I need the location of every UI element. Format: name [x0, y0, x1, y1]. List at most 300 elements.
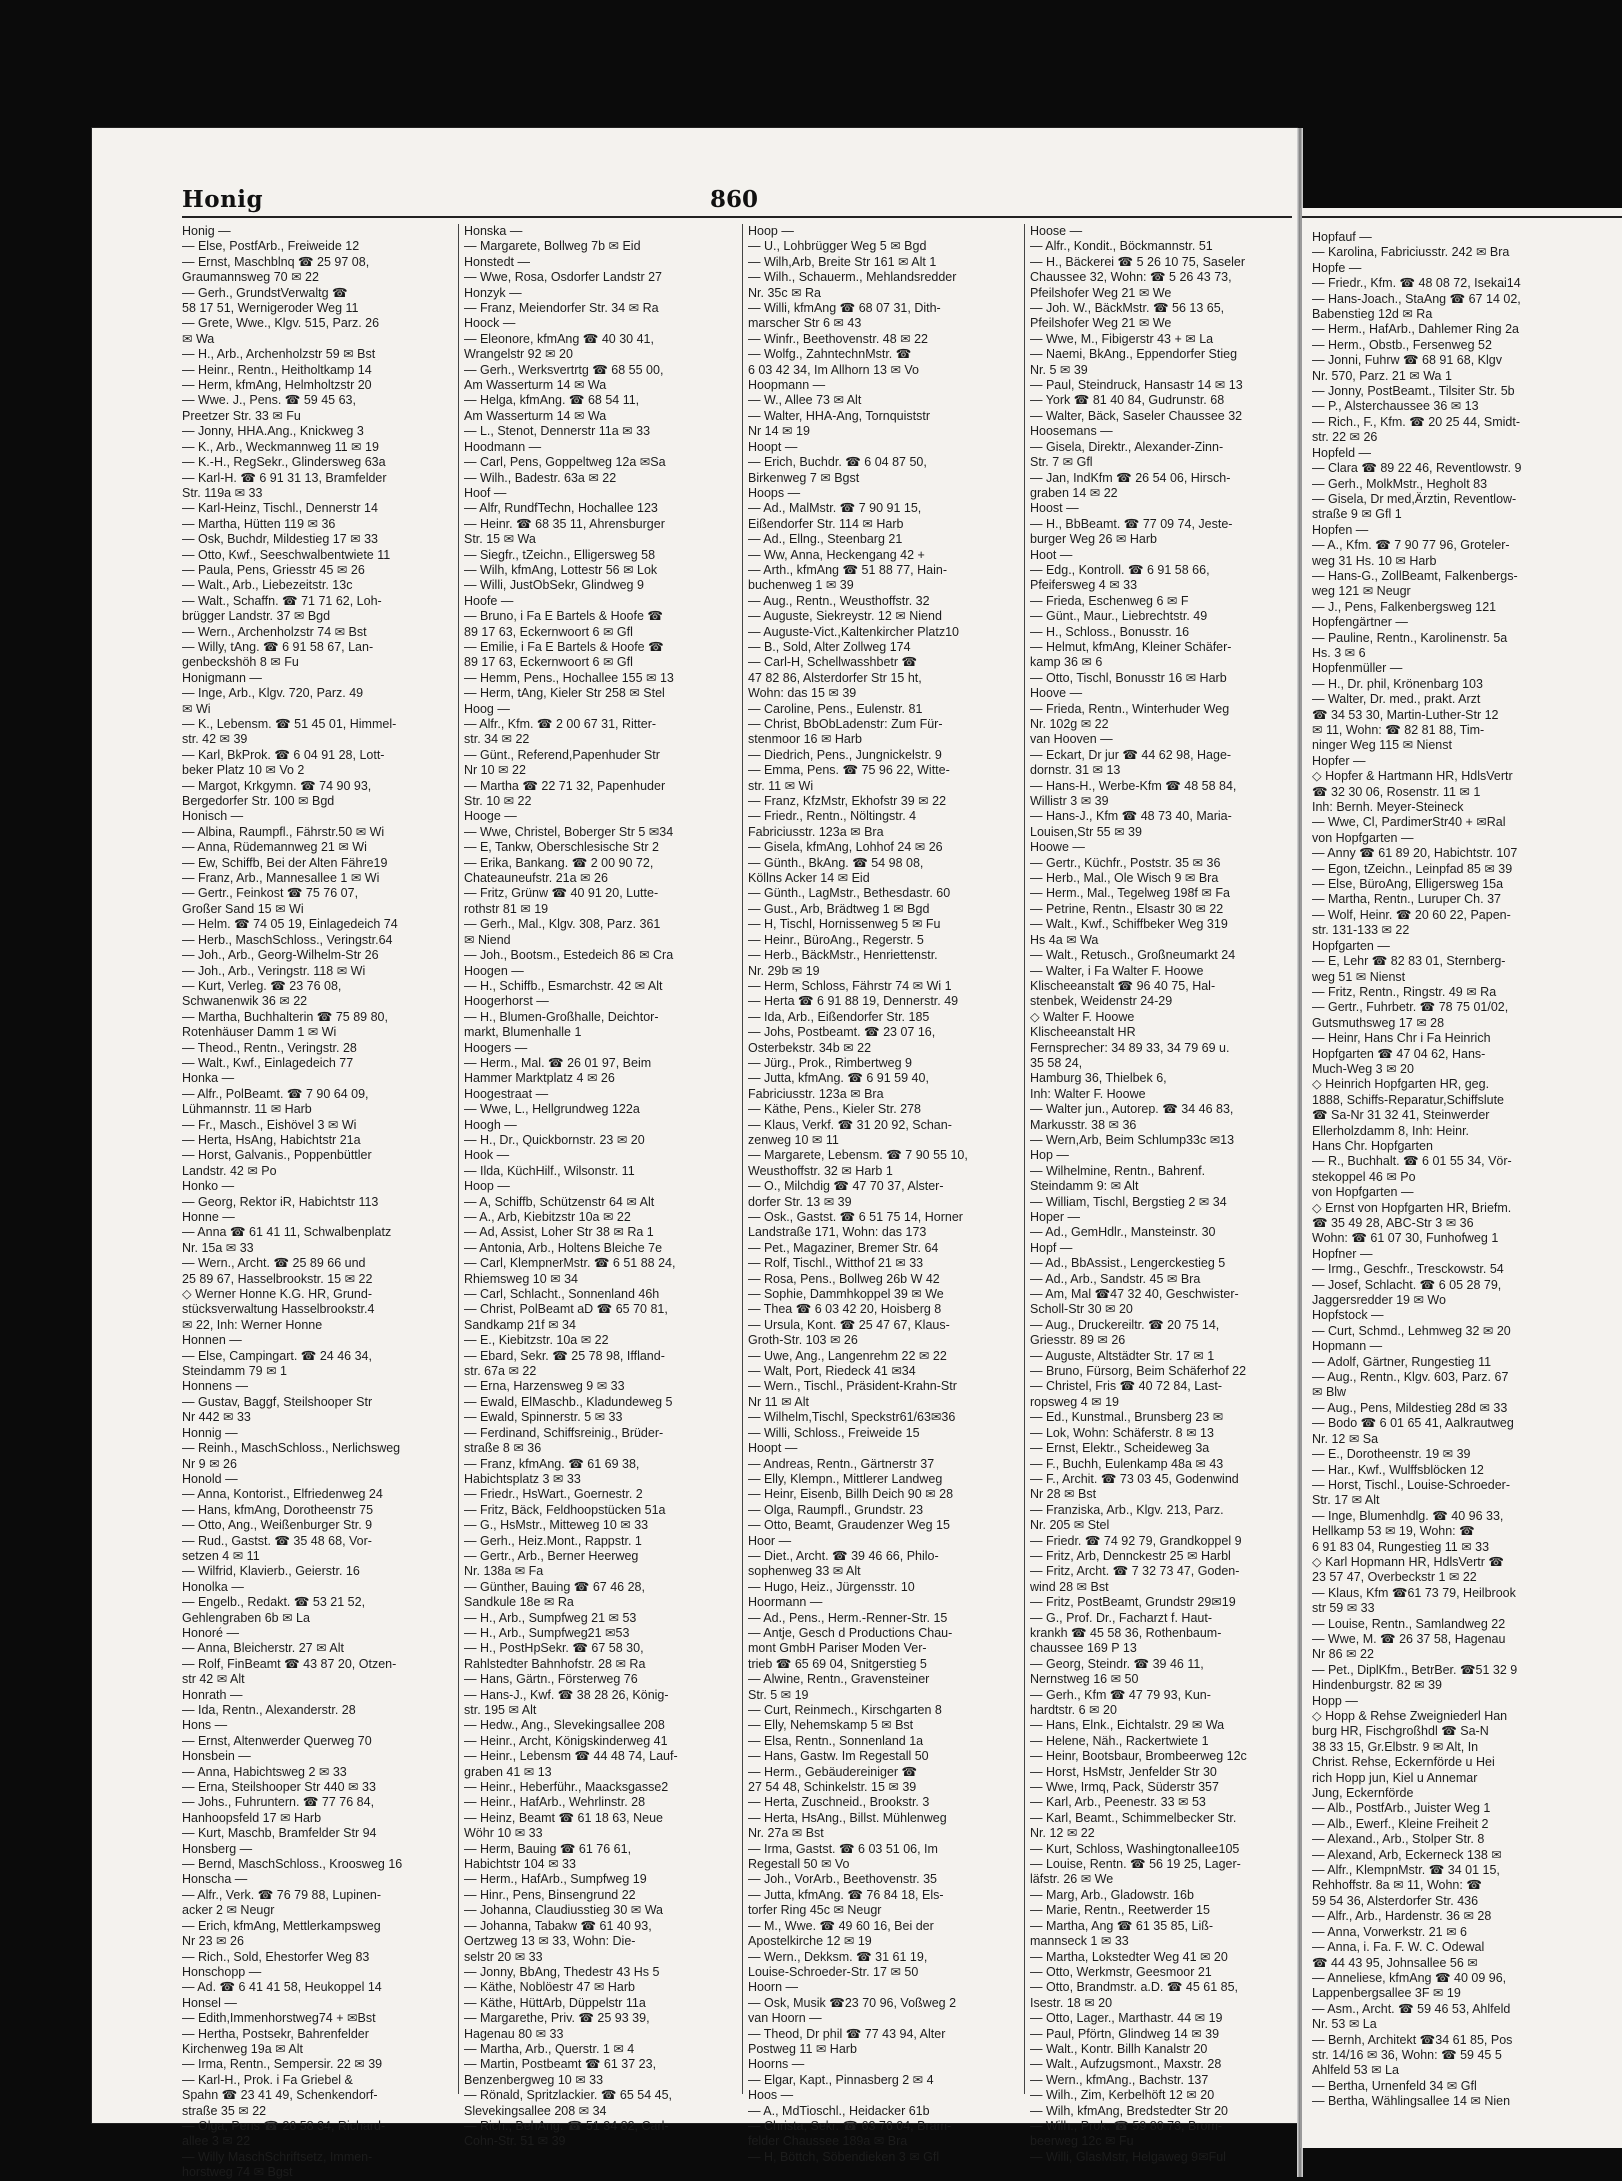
directory-entry: Nr. 53 ✉ La — [1312, 2017, 1377, 2032]
directory-entry: ✉ Wa — [182, 331, 215, 346]
directory-entry: Hoogers — — [464, 1040, 528, 1055]
directory-entry: — Kurt, Schloss, Washingtonallee105 — [1030, 1841, 1240, 1856]
directory-entry: — Rich., Sold, Ehestorfer Weg 83 — [182, 1949, 370, 1964]
directory-entry: Hellkamp 53 ✉ 19, Wohn: ☎ — [1312, 1524, 1475, 1539]
directory-entry: — Andreas, Rentn., Gärtnerstr 37 — [748, 1456, 935, 1471]
directory-entry: Hamburg 36, Thielbek 6, — [1030, 1071, 1167, 1086]
directory-entry: Honne — — [182, 1210, 235, 1224]
directory-entry: läfstr. 26 ✉ We — [1030, 1872, 1114, 1887]
directory-entry: — Carl, KlempnerMstr. ☎ 6 51 88 24, — [464, 1256, 676, 1271]
directory-entry: — Uwe, Ang., Langenrehm 22 ✉ 22 — [748, 1348, 947, 1363]
directory-entry: — R., Buchhalt. ☎ 6 01 55 34, Vör- — [1312, 1154, 1512, 1169]
directory-entry: — Gustav, Baggf, Steilshooper Str — [182, 1394, 373, 1409]
directory-entry: — Johs., Fuhruntern. ☎ 77 76 84, — [182, 1795, 375, 1810]
directory-entry: Str. 5 ✉ 19 — [748, 1687, 809, 1702]
directory-entry: — Erich, kfmAng, Mettlerkampsweg — [182, 1918, 381, 1933]
directory-entry: — E, Lehr ☎ 82 83 01, Sternberg- — [1312, 954, 1506, 969]
directory-entry: — H., BbBeamt. ☎ 77 09 74, Jeste- — [1030, 516, 1233, 531]
directory-entry: 23 57 47, Overbeckstr 1 ✉ 22 — [1312, 1570, 1477, 1585]
directory-entry: selstr 20 ✉ 33 — [464, 1949, 543, 1964]
directory-entry: — F., Buchh, Eulenkamp 48a ✉ 43 — [1030, 1456, 1224, 1471]
directory-entry: — Herb., MaschSchloss., Veringstr.64 — [182, 932, 393, 947]
directory-entry: — Friedr. ☎ 74 92 79, Grandkoppel 9 — [1030, 1533, 1242, 1548]
directory-entry: — A, Schiffb, Schützenstr 64 ✉ Alt — [464, 1194, 655, 1209]
directory-entry: — Herm., Gebäudereiniger ☎ — [748, 1764, 918, 1779]
directory-entry: — Gertr., Arb., Berner Heerweg — [464, 1548, 639, 1563]
directory-entry: — Günt., Referend,Papenhuder Str — [464, 747, 660, 762]
directory-entry: — Curt, Schmd., Lehmweg 32 ✉ 20 — [1312, 1323, 1511, 1338]
directory-entry: — Ad., Pens., Herm.-Renner-Str. 15 — [748, 1610, 948, 1625]
directory-entry: Slevekingsallee 208 ✉ 34 — [464, 2103, 607, 2118]
directory-entry: — Klaus, Verkf. ☎ 31 20 92, Schan- — [748, 1117, 952, 1132]
directory-entry: Oertzweg 13 ✉ 33, Wohn: Die- — [464, 1934, 636, 1949]
directory-entry: — Heinr., Archt, Königskinderweg 41 — [464, 1733, 668, 1748]
directory-entry: Köllns Acker 14 ✉ Eid — [748, 871, 870, 886]
directory-entry: — Ad, Assist, Loher Str 38 ✉ Ra 1 — [464, 1225, 654, 1240]
directory-entry: — Herta, Zuschneid., Brookstr. 3 — [748, 1795, 930, 1810]
directory-entry: — Ilda, KüchHilf., Wilsonstr. 11 — [464, 1163, 635, 1178]
directory-entry: Habichtsplatz 3 ✉ 33 — [464, 1471, 581, 1486]
directory-entry: — Theod, Dr phil ☎ 77 43 94, Alter — [748, 2026, 946, 2041]
directory-entry: — Hinr., Pens, Binsengrund 22 — [464, 1887, 636, 1902]
directory-entry: — Rönald, Spritzlackier. ☎ 65 54 45, — [464, 2088, 673, 2103]
directory-entry: — Am, Mal ☎47 32 40, Geschwister- — [1030, 1287, 1239, 1302]
header-word: Honig — [182, 186, 264, 213]
directory-entry: — H., Arb., Archenholzstr 59 ✉ Bst — [182, 347, 376, 362]
directory-entry: — Josef, Schlacht. ☎ 6 05 28 79, — [1312, 1277, 1502, 1292]
directory-entry: Honold — — [182, 1471, 238, 1486]
directory-entry: — Heinr, Eisenb, Billh Deich 90 ✉ 28 — [748, 1487, 954, 1502]
directory-entry: — Paula, Pens, Griesstr 45 ✉ 26 — [182, 562, 365, 577]
directory-entry: torfer Ring 45c ✉ Neugr — [748, 1903, 882, 1918]
directory-entry: — A., Arb, Kiebitzstr 10a ✉ 22 — [464, 1210, 631, 1224]
directory-entry: Am Wasserturm 14 ✉ Wa — [464, 378, 607, 393]
directory-page — [92, 128, 1297, 2180]
directory-entry: — Theod., Rentn., Veringstr. 28 — [182, 1040, 357, 1055]
directory-entry: — Franz, KfzMstr, Ekhofstr 39 ✉ 22 — [748, 794, 947, 809]
directory-entry: Hoodmann — — [464, 439, 542, 454]
directory-entry: Habichtstr 104 ✉ 33 — [464, 1857, 576, 1872]
directory-entry: Honnig — — [182, 1425, 238, 1440]
directory-entry: — Gerh., Kfm ☎ 47 79 93, Kun- — [1030, 1687, 1211, 1702]
directory-entry: — Adolf, Gärtner, Rungestieg 11 — [1312, 1354, 1492, 1369]
directory-entry: — H., Dr., Quickbornstr. 23 ✉ 20 — [464, 1132, 645, 1147]
directory-entry: — Anna, Bleicherstr. 27 ✉ Alt — [182, 1641, 344, 1656]
directory-entry: — Jan, IndKfm ☎ 26 54 06, Hirsch- — [1030, 470, 1231, 485]
directory-entry: Str. 7 ✉ Gfl — [1030, 455, 1093, 470]
directory-entry: — Marie, Rentn., Reetwerder 15 — [1030, 1903, 1210, 1918]
directory-entry: — Curt, Reinmech., Kirschgarten 8 — [748, 1703, 942, 1717]
directory-entry: — Emilie, i Fa E Bartels & Hoofe ☎ — [464, 639, 664, 654]
directory-entry: — Johanna, Claudiusstieg 30 ✉ Wa — [464, 1903, 664, 1918]
directory-entry: — Alb., PostfArb., Juister Weg 1 — [1312, 1801, 1491, 1816]
directory-entry: — Otto, Tischl, Bonusstr 16 ✉ Harb — [1030, 670, 1227, 685]
directory-entry: Schwanenwik 36 ✉ 22 — [182, 994, 308, 1009]
directory-entry: — Wern,Arb, Beim Schlump33c ✉13 — [1030, 1132, 1235, 1147]
directory-entry: — Otto, Lager., Marthastr. 44 ✉ 19 — [1030, 2011, 1223, 2026]
directory-entry: Wohn: ☎ 61 07 30, Funhofweg 1 — [1312, 1231, 1499, 1246]
directory-entry: — Joh., Arb., Georg-Wilhelm-Str 26 — [182, 948, 379, 963]
directory-entry: — Christ, PolBeamt aD ☎ 65 70 81, — [464, 1302, 668, 1317]
directory-entry: Honolka — — [182, 1579, 244, 1594]
directory-entry: Birkenweg 7 ✉ Bgst — [748, 470, 860, 485]
adjacent-header-rule — [1302, 216, 1622, 218]
directory-entry: — Irma, Rentn., Sempersir. 22 ✉ 39 — [182, 2057, 383, 2072]
directory-entry: Honzyk — — [464, 285, 522, 300]
directory-entry: Jung, Eckernförde — [1312, 1786, 1414, 1801]
directory-entry: — Rolf, Tischl., Witthof 21 ✉ 33 — [748, 1256, 924, 1271]
directory-entry: stücksverwaltung Hasselbrookstr.4 — [182, 1302, 375, 1317]
directory-entry: 1888, Schiffs-Reparatur,Schiffslute — [1312, 1092, 1505, 1107]
directory-entry: markt, Blumenhalle 1 — [464, 1025, 582, 1040]
directory-entry: — Helene, Näh., Rackertwiete 1 — [1030, 1733, 1209, 1748]
directory-entry: Lühmannstr. 11 ✉ Harb — [182, 1102, 312, 1117]
directory-entry: — Walter, Bäck, Saseler Chaussee 32 — [1030, 408, 1243, 423]
directory-entry: 35 58 24, — [1030, 1055, 1083, 1070]
directory-entry: Hopfengärtner — — [1312, 615, 1408, 630]
directory-entry: str. 22 ✉ 26 — [1312, 430, 1378, 445]
directory-entry: Nr. 35c ✉ Ra — [748, 285, 821, 300]
directory-entry: — Heinr, Hans Chr i Fa Heinrich — [1312, 1031, 1491, 1046]
directory-entry: — Winfr., Beethovenstr. 48 ✉ 22 — [748, 331, 929, 346]
directory-entry: — Ad., MalMstr. ☎ 7 90 91 15, — [748, 501, 922, 516]
directory-entry: Wohn: das 15 ✉ 39 — [748, 686, 857, 701]
directory-entry: Hopfgarten — — [1312, 938, 1390, 953]
directory-entry: Nr 28 ✉ Bst — [1030, 1487, 1097, 1502]
directory-entry: Str. 119a ✉ 33 — [182, 485, 263, 500]
directory-entry: — Helmut, kfmAng, Kleiner Schäfer- — [1030, 639, 1232, 654]
directory-entry: — Helga, kfmAng. ☎ 68 54 11, — [464, 393, 640, 408]
directory-entry: — Ebard, Sekr. ☎ 25 78 98, Iffland- — [464, 1348, 665, 1363]
directory-entry: Hoopmann — — [748, 378, 826, 393]
directory-entry: — Georg, Rektor iR, Habichtstr 113 — [182, 1194, 379, 1209]
directory-entry: ☎ 35 49 28, ABC-Str 3 ✉ 36 — [1312, 1216, 1474, 1230]
directory-entry: — Martha ☎ 22 71 32, Papenhuder — [464, 778, 666, 793]
directory-entry: — Alexand., Arb., Stolper Str. 8 — [1312, 1832, 1485, 1847]
directory-entry: — Wolfg., ZahntechnMstr. ☎ — [748, 347, 912, 362]
directory-entry: — Karl-H., Prok. i Fa Griebel & — [182, 2072, 353, 2087]
directory-entry: — Hugo, Heiz., Jürgensstr. 10 — [748, 1579, 915, 1594]
directory-entry: ☎ Sa-Nr 31 32 41, Steinwerder — [1312, 1108, 1490, 1123]
directory-entry: Steindamm 9: ✉ Alt — [1030, 1179, 1139, 1194]
directory-entry: — Bruno, i Fa E Bartels & Hoofe ☎ — [464, 609, 663, 624]
directory-entry: — Wilh., Zim, Kerbelhöft 12 ✉ 20 — [1030, 2088, 1215, 2103]
directory-entry: Hoove — — [1030, 686, 1083, 701]
directory-entry: — Heinr., Lebensm ☎ 44 48 74, Lauf- — [464, 1749, 678, 1764]
directory-entry: Nernstweg 16 ✉ 50 — [1030, 1672, 1139, 1687]
directory-entry: Apostelkirche 12 ✉ 19 — [748, 1934, 872, 1949]
directory-entry: — Walt., Retusch., Großneumarkt 24 — [1030, 948, 1236, 963]
directory-entry: Hoopt — — [748, 1441, 798, 1456]
directory-entry: beerweg 12c ✉ Fu — [1030, 2134, 1134, 2149]
directory-entry: — Bertha, Wählingsallee 14 ✉ Nien — [1312, 2094, 1511, 2109]
directory-entry: Honscha — — [182, 1872, 248, 1887]
directory-entry: Hoops — — [748, 485, 801, 500]
directory-entry: Honstedt — — [464, 254, 531, 269]
directory-entry: — Gerh., MolkMstr., Hegholt 83 — [1312, 476, 1488, 491]
directory-entry: — Olga, Raumpfl., Grundstr. 23 — [748, 1502, 924, 1517]
directory-entry: Hoog — — [464, 701, 510, 716]
directory-entry: acker 2 ✉ Neugr — [182, 1903, 275, 1918]
directory-entry: — William, Tischl, Bergstieg 2 ✉ 34 — [1030, 1194, 1227, 1209]
directory-entry: Nr 442 ✉ 33 — [182, 1410, 251, 1425]
directory-entry: Nr. 570, Parz. 21 ✉ Wa 1 — [1312, 368, 1452, 383]
directory-entry: — Heinr., Rentn., Heitholtkamp 14 — [182, 362, 372, 377]
directory-entry: — Anna, Vorwerkstr. 21 ✉ 6 — [1312, 1924, 1467, 1939]
directory-entry: — Alexand, Arb, Eckerneck 138 ✉ — [1312, 1847, 1502, 1862]
directory-entry: — Alfr., PolBeamt. ☎ 7 90 64 09, — [182, 1086, 369, 1101]
directory-entry: — Wwe, Christel, Boberger Str 5 ✉34 — [464, 824, 674, 839]
directory-entry: — Willi, kfmAng ☎ 68 07 31, Dith- — [748, 301, 941, 316]
directory-entry: — Wwe, M., Fibigerstr 43 + ✉ La — [1030, 331, 1214, 346]
directory-entry: allee 3 ✉ 22 — [182, 2134, 251, 2149]
directory-entry: Hop — — [1030, 1148, 1069, 1163]
directory-entry: — Anna ☎ 61 41 11, Schwalbenplatz — [182, 1225, 392, 1240]
directory-entry: — Margarete, Bollweg 7b ✉ Eid — [464, 239, 641, 254]
directory-entry: ◇ Heinrich Hopfgarten HR, geg. — [1312, 1077, 1490, 1092]
directory-entry: — Gertr., Küchfr., Poststr. 35 ✉ 36 — [1030, 855, 1221, 870]
directory-entry: Honig — — [182, 224, 231, 238]
directory-entry: Nr 9 ✉ 26 — [182, 1456, 237, 1471]
page-number: 860 — [710, 186, 759, 213]
directory-entry: — Rich., F., Kfm. ☎ 20 25 44, Smidt- — [1312, 414, 1520, 429]
directory-entry: — Anna, Kontorist., Elfriedenweg 24 — [182, 1487, 383, 1502]
directory-entry: Pfeilshofer Weg 21 ✉ We — [1030, 316, 1172, 331]
directory-entry: Hoogh — — [464, 1117, 517, 1132]
directory-entry: — E., Dorotheenstr. 19 ✉ 39 — [1312, 1447, 1471, 1462]
directory-entry: Hopfeld — — [1312, 445, 1372, 460]
directory-entry: str. 34 ✉ 22 — [464, 732, 530, 747]
directory-entry: — Martin, Postbeamt ☎ 61 37 23, — [464, 2057, 657, 2072]
directory-entry: — P., Alsterchaussee 36 ✉ 13 — [1312, 399, 1479, 414]
directory-entry: — Auguste, Siekreystr. 12 ✉ Niend — [748, 609, 942, 624]
directory-entry: — Elgar, Kapt., Pinnasberg 2 ✉ 4 — [748, 2072, 934, 2087]
directory-entry: — Otto, Kwf., Seeschwalbentwiete 11 — [182, 547, 391, 562]
directory-entry: — Walt., Kwf., Schiffbeker Weg 319 — [1030, 917, 1228, 932]
directory-entry: — Wwe, L., Hellgrundweg 122a — [464, 1102, 640, 1117]
directory-entry: Ahlfeld 53 ✉ La — [1312, 2063, 1399, 2078]
directory-entry: Hoogerhorst — — [464, 994, 549, 1009]
directory-entry: — Carl, Schlacht., Sonnenland 46h — [464, 1287, 660, 1302]
directory-entry: mannseck 1 ✉ 33 — [1030, 1934, 1129, 1949]
directory-entry: — Wwe, M. ☎ 26 37 58, Hagenau — [1312, 1631, 1506, 1646]
directory-entry: — Erika, Bankang. ☎ 2 00 90 72, — [464, 855, 654, 870]
directory-entry: stenbek, Weidenstr 24-29 — [1030, 994, 1173, 1009]
directory-entry: — Franz, kfmAng. ☎ 61 69 38, — [464, 1456, 640, 1471]
directory-entry: — Karolina, Fabriciusstr. 242 ✉ Bra — [1312, 245, 1510, 260]
directory-entry: Hoop — — [464, 1179, 510, 1194]
directory-entry: Hoowe — — [1030, 840, 1085, 855]
directory-entry: 89 17 63, Eckernwoort 6 ✉ Gfl — [464, 655, 633, 670]
directory-entry: Groth-Str. 103 ✉ 26 — [748, 1333, 858, 1348]
directory-entry: Honko — — [182, 1179, 235, 1194]
directory-entry: — Jonny, HHA.Ang., Knickweg 3 — [182, 424, 364, 439]
directory-entry: straße 8 ✉ 36 — [464, 1441, 542, 1456]
directory-entry: Hoose — — [1030, 224, 1083, 238]
directory-entry: Nr 10 ✉ 22 — [464, 763, 526, 778]
directory-entry: — Herm., Mal. ☎ 26 01 97, Beim — [464, 1055, 652, 1070]
directory-entry: — Edg., Kontroll. ☎ 6 91 58 66, — [1030, 562, 1210, 577]
directory-entry: — Anneliese, kfmAng ☎ 40 09 96, — [1312, 1970, 1507, 1985]
directory-entry: — Antonia, Arb., Holtens Bleiche 7e — [464, 1240, 663, 1255]
directory-entry: — Gust., Arb, Brädtweg 1 ✉ Bgd — [748, 901, 930, 916]
directory-entry: Nr. 12 ✉ 22 — [1030, 1826, 1095, 1841]
directory-entry: — Horst, Galvanis., Poppenbüttler — [182, 1148, 372, 1163]
directory-entry: hardtstr. 6 ✉ 20 — [1030, 1703, 1117, 1717]
directory-entry: Inh: Walter F. Hoowe — [1030, 1086, 1146, 1101]
directory-entry: — Herta, HsAng., Billst. Mühlenweg — [748, 1810, 947, 1825]
directory-entry: — Bernd, MaschSchloss., Kroosweg 16 — [182, 1857, 403, 1872]
directory-entry: — Anny ☎ 61 89 20, Habichtstr. 107 — [1312, 846, 1518, 861]
directory-entry: Landstr. 42 ✉ Po — [182, 1163, 277, 1178]
directory-entry: str. 42 ✉ 39 — [182, 732, 248, 747]
directory-entry: — Karl-Heinz, Tischl., Dennerstr 14 — [182, 501, 378, 516]
directory-entry: Hooge — — [464, 809, 517, 824]
directory-entry: Hammer Marktplatz 4 ✉ 26 — [464, 1071, 615, 1086]
directory-entry: sophenweg 33 ✉ Alt — [748, 1564, 861, 1579]
directory-entry: — Har., Kwf., Wulffsblöcken 12 — [1312, 1462, 1484, 1477]
directory-entry: — Else, PostfArb., Freiweide 12 — [182, 239, 360, 254]
directory-entry: — L., Stenot, Dennerstr 11a ✉ 33 — [464, 424, 651, 439]
directory-entry: ◇ Karl Hopmann HR, HdlsVertr ☎ — [1312, 1554, 1504, 1569]
directory-entry: — Ernst, Elektr., Scheideweg 3a — [1030, 1441, 1210, 1456]
directory-entry: 6 91 83 04, Rungestieg 11 ✉ 33 — [1312, 1539, 1490, 1554]
directory-entry: — H., Arb., Sumpfweg21 ✉53 — [464, 1625, 630, 1640]
directory-entry: Str. 17 ✉ Alt — [1312, 1493, 1380, 1508]
directory-entry: — Otto, Brandmstr. a.D. ☎ 45 61 85, — [1030, 1980, 1239, 1995]
directory-entry: — Margot, Krkgymn. ☎ 74 90 93, — [182, 778, 372, 793]
directory-entry: — E., Kiebitzstr. 10a ✉ 22 — [464, 1333, 609, 1348]
directory-entry: — Jonni, Fuhrw ☎ 68 91 68, Klgv — [1312, 353, 1502, 368]
directory-entry: Cohn-Str. 51 ✉ 39 — [464, 2134, 566, 2149]
directory-entry: — Herm, Bauing ☎ 61 76 61, — [464, 1841, 632, 1856]
directory-entry: — Karl, Beamt., Schimmelbecker Str. — [1030, 1810, 1237, 1825]
directory-entry: — Wilhelmine, Rentn., Bahrenf. — [1030, 1163, 1206, 1178]
directory-entry: Nr. 12 ✉ Sa — [1312, 1431, 1379, 1446]
directory-entry: Inh: Bernh. Meyer-Steineck — [1312, 800, 1464, 815]
directory-entry: weg 31 Hs. 10 ✉ Harb — [1312, 553, 1437, 568]
column-divider — [742, 224, 743, 2094]
directory-entry: — Friedr., Rentn., Nöltingstr. 4 — [748, 809, 917, 824]
directory-entry: — Gisela, kfmAng, Lohhof 24 ✉ 26 — [748, 840, 943, 855]
directory-entry: Honisch — — [182, 809, 244, 824]
directory-entry: 47 82 86, Alsterdorfer Str 15 ht, — [748, 670, 922, 685]
directory-entry: Honnen — — [182, 1333, 242, 1348]
directory-entry: — A., Kfm. ☎ 7 90 77 96, Groteler- — [1312, 538, 1510, 553]
directory-entry: — Friedr., HsWart., Goernestr. 2 — [464, 1487, 643, 1502]
directory-column-1 — [182, 224, 452, 2180]
directory-entry: Hopfstock — — [1312, 1308, 1384, 1323]
directory-entry: — Osk, Buchdr, Mildestieg 17 ✉ 33 — [182, 532, 378, 547]
directory-entry: — H., Schiffb., Esmarchstr. 42 ✉ Alt — [464, 978, 663, 993]
directory-entry: rich Hopp jun, Kiel u Annemar — [1312, 1770, 1478, 1785]
directory-entry: Hs. 3 ✉ 6 — [1312, 645, 1366, 660]
directory-entry: — Rosa, Pens., Bollweg 26b W 42 — [748, 1271, 940, 1286]
directory-entry: 59 54 36, Alsterdorfer Str. 436 — [1312, 1893, 1479, 1908]
directory-entry: — Karl, BkProk. ☎ 6 04 91 28, Lott- — [182, 747, 385, 762]
directory-entry: — G., Prof. Dr., Facharzt f. Haut- — [1030, 1610, 1212, 1625]
directory-entry: graben 14 ✉ 22 — [1030, 485, 1118, 500]
directory-entry: Osterbekstr. 34b ✉ 22 — [748, 1040, 872, 1055]
directory-entry: — Anna, i. Fa. F. W. C. Odewal — [1312, 1940, 1485, 1955]
directory-entry: burger Weg 26 ✉ Harb — [1030, 532, 1157, 547]
directory-entry: — Wilh, kfmAng, Bredstedter Str 20 — [1030, 2103, 1228, 2118]
directory-entry: Wrangelstr 92 ✉ 20 — [464, 347, 573, 362]
directory-entry: — Herm., Mal., Tegelweg 198f ✉ Fa — [1030, 886, 1230, 901]
directory-entry: 25 89 67, Hasselbrookstr. 15 ✉ 22 — [182, 1271, 373, 1286]
directory-entry: — Ad., BbAssist., Lengerckestieg 5 — [1030, 1256, 1226, 1271]
directory-entry: — Elsa, Rentn., Sonnenland 1a — [748, 1733, 924, 1748]
directory-entry: Hopfauf — — [1312, 230, 1372, 244]
directory-entry: Str. 15 ✉ Wa — [464, 532, 536, 547]
directory-entry: — Ida, Arb., Eißendorfer Str. 185 — [748, 1009, 930, 1024]
directory-entry: — Inge, Blumenhdlg. ☎ 40 96 33, — [1312, 1508, 1504, 1523]
directory-entry: — Günth., LagMstr., Bethesdastr. 60 — [748, 886, 951, 901]
directory-entry: — Walter, Dr. med., prakt. Arzt — [1312, 692, 1481, 707]
directory-entry: — Martha, Ang ☎ 61 35 85, Liß- — [1030, 1918, 1214, 1933]
directory-entry: Markusstr. 38 ✉ 36 — [1030, 1117, 1137, 1132]
directory-entry: Honnens — — [182, 1379, 249, 1394]
directory-entry: — B., Sold, Alter Zollweg 174 — [748, 639, 911, 654]
directory-entry: — Willy MaschSchriftsetz, Immen- — [182, 2149, 373, 2164]
directory-entry: — Hedw., Ang., Slevekingsallee 208 — [464, 1718, 665, 1733]
directory-entry: — Martha, Buchhalterin ☎ 75 89 80, — [182, 1009, 388, 1024]
directory-entry: — Heinr., Heberführ., Maacksgasse2 — [464, 1780, 669, 1795]
directory-entry: — Irma, Gastst. ☎ 6 03 51 06, Im — [748, 1841, 938, 1856]
directory-entry: Nr. 15a ✉ 33 — [182, 1240, 254, 1255]
directory-entry: — Reinh., MaschSchloss., Nerlichsweg — [182, 1441, 401, 1456]
directory-entry: Hons — — [182, 1718, 228, 1733]
directory-entry: Hs 4a ✉ Wa — [1030, 932, 1099, 947]
directory-entry: wind 28 ✉ Bst — [1030, 1579, 1109, 1594]
directory-entry: — Bodo ☎ 6 01 65 41, Aalkrautweg — [1312, 1416, 1514, 1431]
directory-entry: — Willi, JustObSekr, Glindweg 9 — [464, 578, 644, 593]
directory-entry: Graumannsweg 70 ✉ 22 — [182, 270, 319, 285]
directory-entry: — H., Dr. phil, Krönenbarg 103 — [1312, 676, 1483, 691]
directory-entry: — Erich, Buchdr. ☎ 6 04 87 50, — [748, 455, 927, 470]
directory-entry: — Herb., BäckMstr., Henriettenstr. — [748, 948, 938, 963]
directory-entry: — Horst, HsMstr, Jenfelder Str 30 — [1030, 1764, 1217, 1779]
directory-entry: — Gertr., Feinkost ☎ 75 76 07, — [182, 886, 359, 901]
directory-entry: — Gerh., Mal., Klgv. 308, Parz. 361 — [464, 917, 661, 932]
directory-entry: ☎ 44 43 95, Johnsallee 56 ✉ — [1312, 1955, 1478, 1970]
directory-entry: zenweg 10 ✉ 11 — [748, 1132, 839, 1147]
directory-entry: — Aug., Druckereiltr. ☎ 20 75 14, — [1030, 1317, 1220, 1332]
directory-entry: Hoof — — [464, 485, 507, 500]
directory-entry: Regestall 50 ✉ Vo — [748, 1857, 850, 1872]
directory-entry: — Lok, Wohn: Schäferstr. 8 ✉ 13 — [1030, 1425, 1214, 1440]
directory-entry: — Wern., Archenholzstr 74 ✉ Bst — [182, 624, 367, 639]
directory-entry: von Hopfgarten — — [1312, 1185, 1414, 1200]
directory-entry: str. 11 ✉ Wi — [748, 778, 814, 793]
directory-entry: — Antje, Gesch d Productions Chau- — [748, 1625, 953, 1640]
directory-entry: Scholl-Str 30 ✉ 20 — [1030, 1302, 1133, 1317]
directory-entry: — Alfr., Kondit., Böckmannstr. 51 — [1030, 239, 1213, 254]
directory-entry: — Wilhelm,Tischl, Speckstr61/63✉36 — [748, 1410, 956, 1425]
directory-entry: — Ewald, Spinnerstr. 5 ✉ 33 — [464, 1410, 623, 1425]
directory-entry: mont GmbH Pariser Moden Ver- — [748, 1641, 927, 1656]
directory-entry: — Jonny, BbAng, Thedestr 43 Hs 5 — [464, 1964, 660, 1979]
directory-entry: — Aug., Pens, Mildestieg 28d ✉ 33 — [1312, 1400, 1508, 1415]
directory-entry: Honschopp — — [182, 1964, 262, 1979]
directory-entry: — Walt., Kontr. Billh Kanalstr 20 — [1030, 2041, 1208, 2056]
directory-entry: — Albina, Raumpfl., Fährstr.50 ✉ Wi — [182, 824, 385, 839]
directory-entry: felder Chaussee 189a ✉ Bra — [748, 2134, 908, 2149]
directory-entry: — Johanna, Tabakw ☎ 61 40 93, — [464, 1918, 652, 1933]
directory-entry: Honsel — — [182, 1995, 237, 2010]
directory-entry: Louise-Schroeder-Str. 17 ✉ 50 — [748, 1964, 919, 1979]
directory-entry: — Ew, Schiffb, Bei der Alten Fähre19 — [182, 855, 388, 870]
